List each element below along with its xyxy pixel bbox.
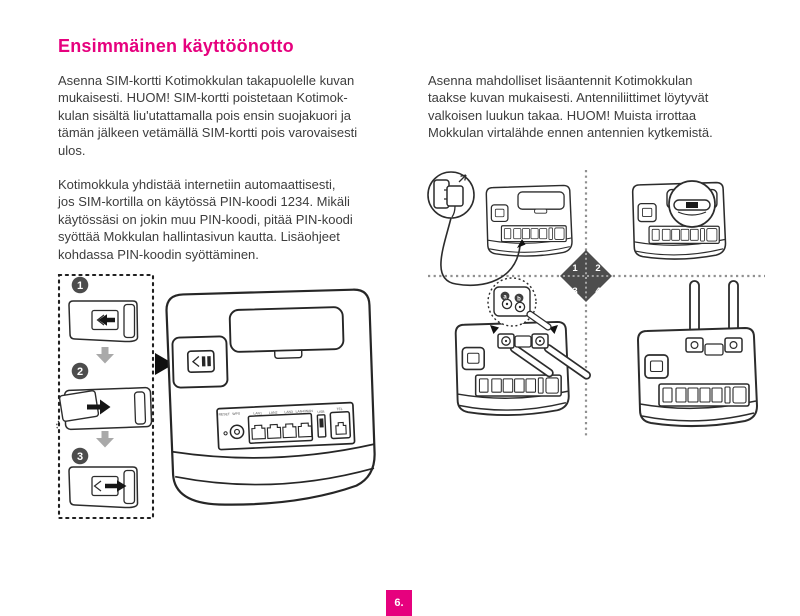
step-2-sim-tray [57, 363, 152, 430]
reset-label: RESET [218, 412, 230, 417]
step-3-number: 3 [76, 450, 84, 463]
antenna-install-figure [420, 168, 770, 440]
text-line: kulan sisältä liu'utattamalla pois ensin suojakuori ja [58, 107, 351, 123]
sim-install-figure [55, 268, 400, 535]
step-3-sim-cover-close [69, 448, 138, 508]
quadrant-diamond [560, 250, 612, 302]
panel-1-unplug-power [428, 172, 572, 285]
paragraph-pin-code [58, 176, 353, 263]
router-back-large [166, 289, 376, 506]
down-arrow-icon [96, 431, 114, 448]
antenna-connectors [498, 334, 548, 348]
panel-2-open-door [633, 181, 726, 259]
panel-3-attach-antennas [456, 278, 592, 415]
port-label: LAN1 [253, 411, 263, 416]
text-line: taakse kuvan mukaisesti. Antenniliittimet löytyvät [428, 90, 709, 106]
step-1-number: 1 [76, 279, 84, 292]
wps-label: WPS [232, 411, 241, 417]
connector-label-b: b [517, 296, 521, 303]
port-label: LAN2 [268, 410, 278, 415]
paragraph-sim-install [58, 72, 357, 159]
port-label: LAN3 [284, 409, 293, 415]
text-line: valkoisen luukun takaa. HUOM! Muista irrottaa [428, 107, 697, 123]
quadrant-number-2: 2 [595, 263, 601, 274]
text-line: Mokkulan virtalähde ennen antennien kytkemistä. [428, 125, 713, 141]
port-label: USB [317, 409, 325, 415]
text-line: käytössäsi on jokin muu PIN-koodi, pitää PIN-koodi [58, 211, 353, 227]
text-line: tämän jälkeen vetämällä SIM-kortti pois varovaisesti [58, 125, 358, 141]
quadrant-number-4: 4 [595, 286, 601, 297]
text-line: Asenna mahdolliset lisäantennit Kotimokkulan [428, 73, 693, 88]
port-label: TEL [336, 407, 343, 412]
page-title: Ensimmäinen käyttöönotto [58, 36, 294, 56]
text-line: ulos. [58, 142, 86, 158]
quadrant-number-1: 1 [572, 263, 578, 274]
text-line: mukaisesti. HUOM! SIM-kortti poistetaan Kotimok- [58, 90, 348, 106]
text-line: kohdassa PIN-koodin syöttäminen. [58, 246, 259, 262]
step-2-number: 2 [76, 365, 84, 378]
down-arrow-icon [96, 347, 114, 364]
text-line: Kotimokkula yhdistää internetiin automaattisesti, [58, 177, 336, 192]
step-1-sim-cover [69, 277, 138, 342]
page-number: 6. [394, 597, 404, 609]
panel-4-antennas-done [638, 281, 757, 426]
paragraph-antennas [428, 72, 713, 142]
quadrant-number-3: 3 [572, 286, 578, 297]
connector-label-a: a [503, 294, 507, 301]
text-line: syöttää Mokkulan hallintasivun kautta. Lisäohjeet [58, 229, 340, 245]
antenna-door-panel [230, 307, 344, 352]
text-line: Asenna SIM-kortti Kotimokkulan takapuolelle kuvan [58, 73, 355, 88]
text-line: jos SIM-kortilla on käytössä PIN-koodi 1234. Mikäli [58, 194, 350, 210]
page-number-badge [386, 590, 412, 616]
port-strip [217, 403, 355, 450]
port-label: LAN4/WAN [295, 408, 313, 414]
